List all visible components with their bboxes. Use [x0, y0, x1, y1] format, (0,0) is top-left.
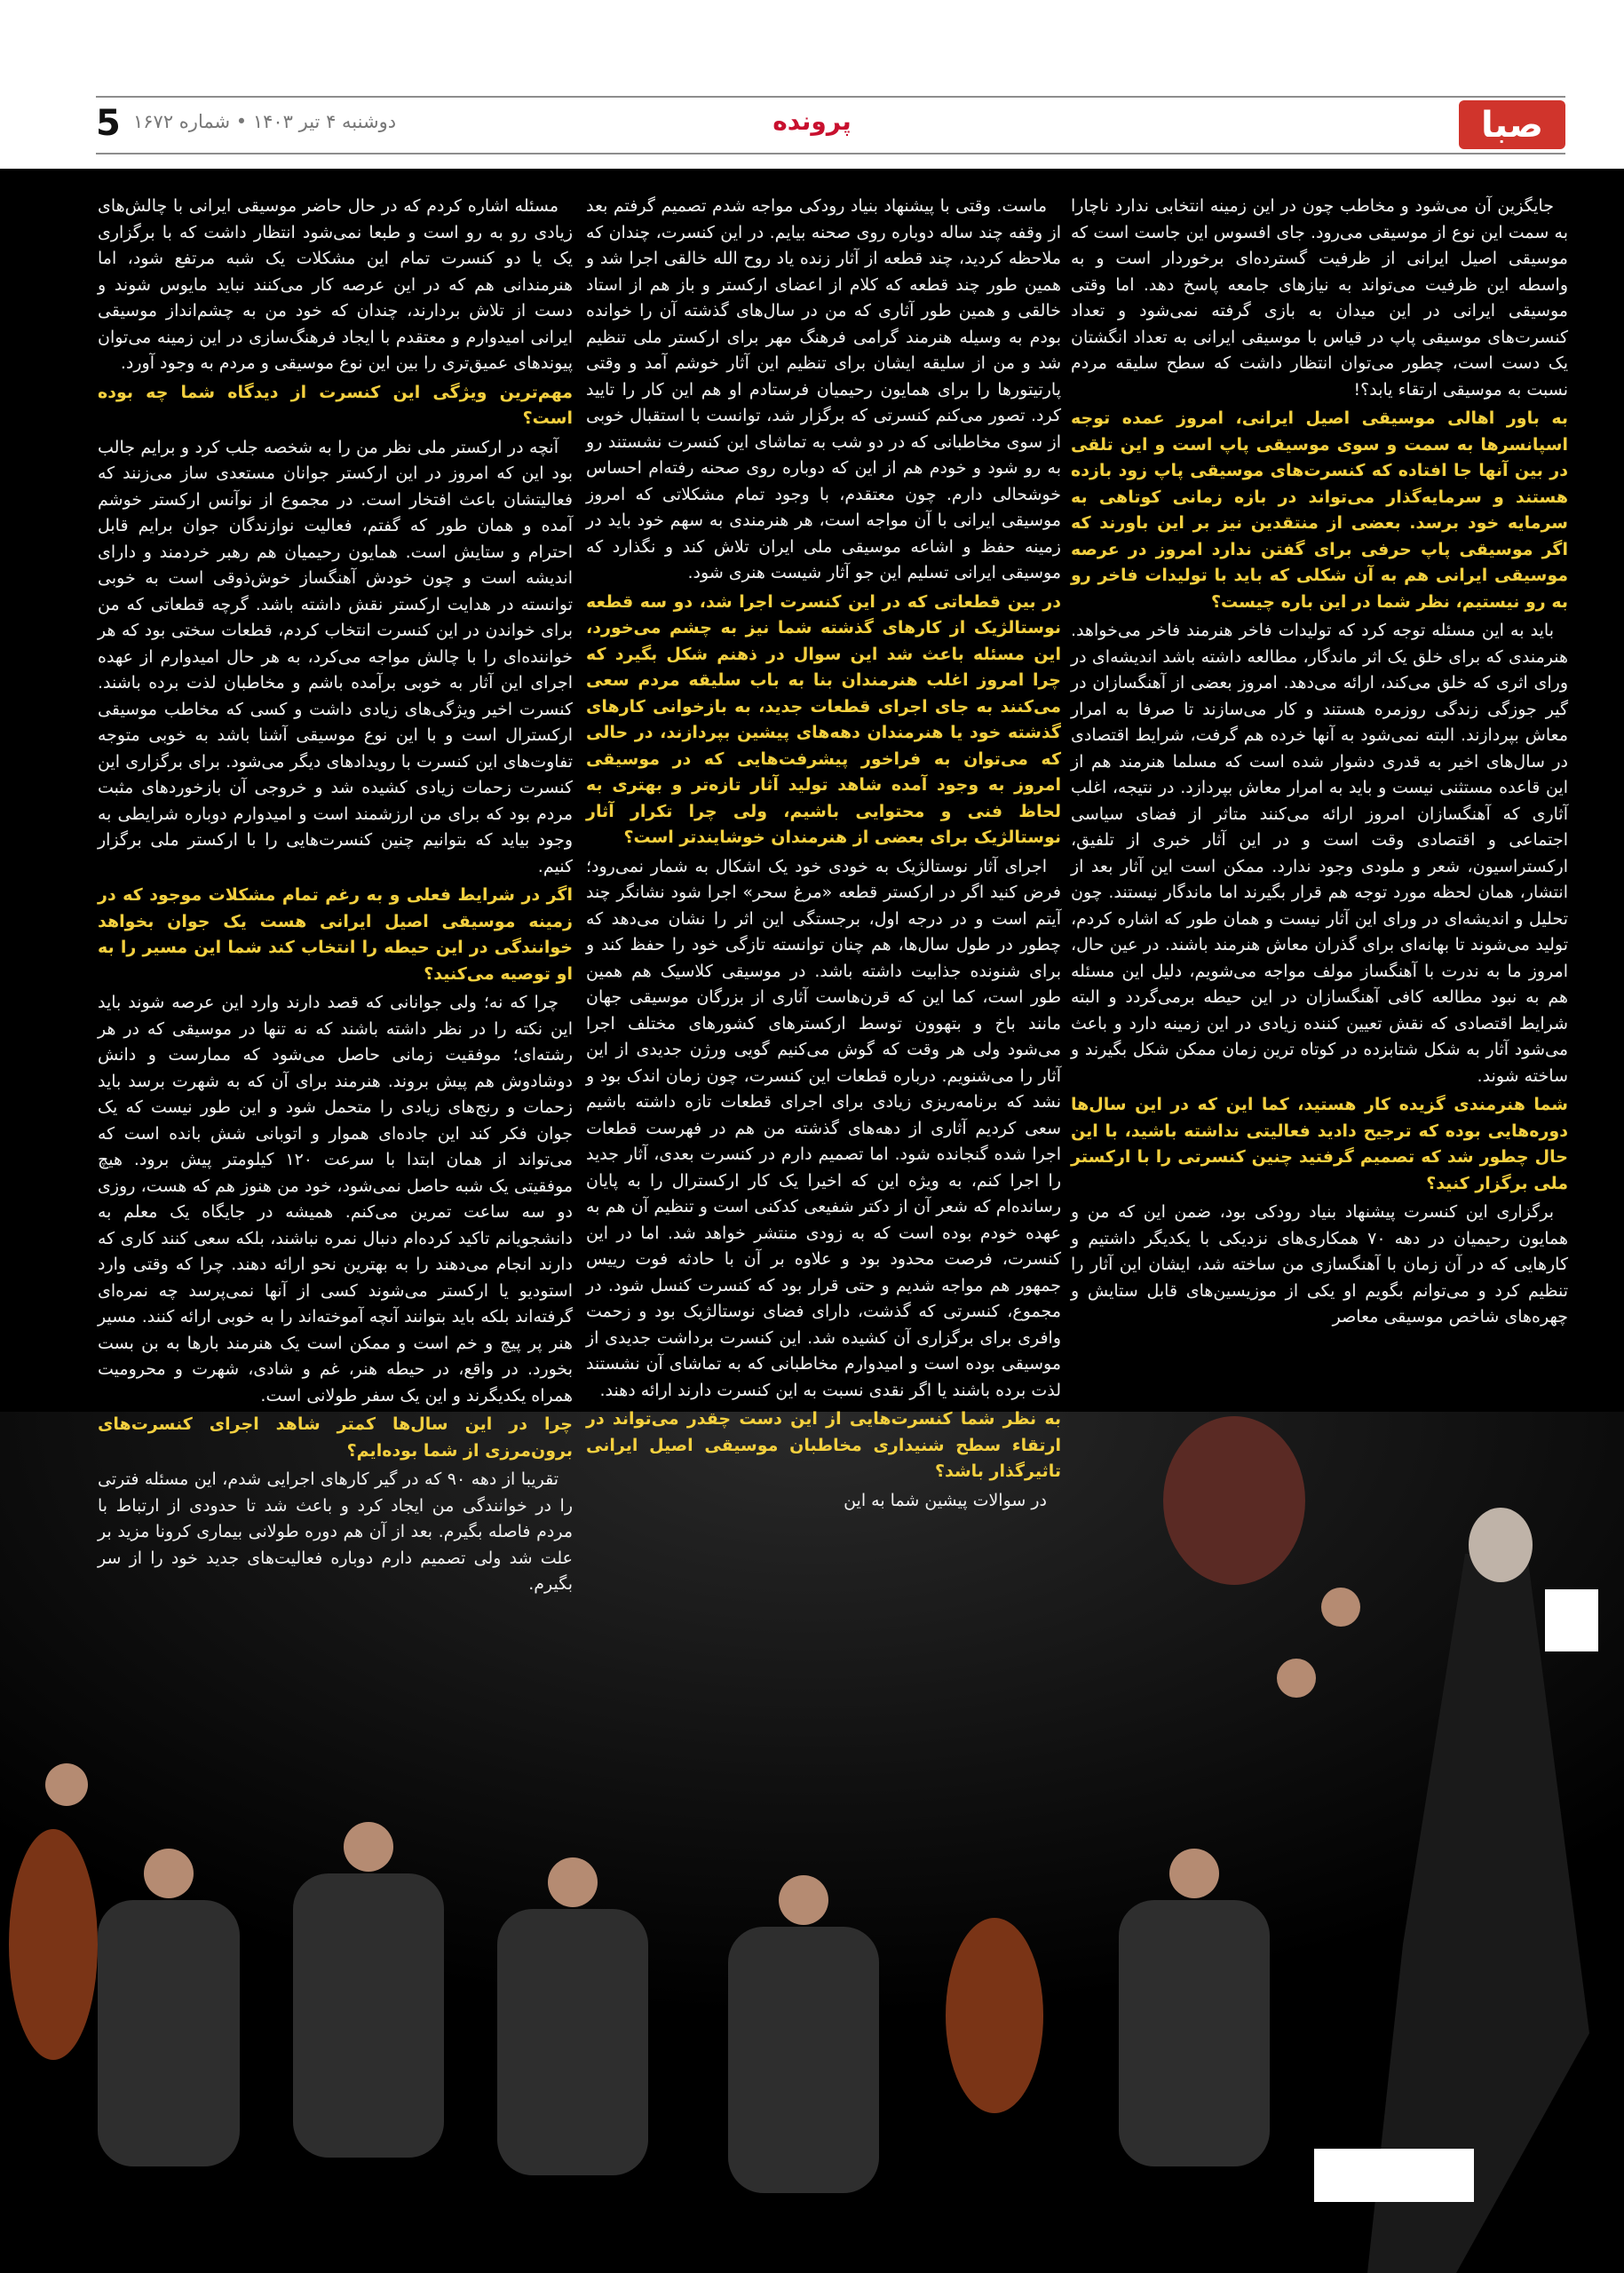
interview-question: به باور اهالی موسیقی اصیل ایرانی، امروز عمده توجه اسپانسرها به سمت و سوی موسیقی پاپ است و این تلقی در بین آنها جا افتاده که کنسرت‌های موسیقی پاپ زود بازده هستند و سرمایه‌گذار می‌تواند در بازه زمانی کوتاهی به سرمایه خود برسد. بعضی از منتقدین نیز بر این باورند که اگر موسیقی پاپ حرفی برای گفتن ندارد امروز در عرصه موسیقی ایرانی هم به آن شکلی که باید با تولیدات فاخر رو به رو نیستیم، نظر شما در این باره چیست؟: [1071, 408, 1568, 612]
interview-question: به نظر شما کنسرت‌هایی از این دست چقدر می‌تواند در ارتقاء سطح شنیداری مخاطبان موسیقی اصیل ایرانی تاثیرگذار باشد؟: [586, 1409, 1061, 1481]
conductor-head: [1469, 1508, 1533, 1582]
drum-shape: [1163, 1416, 1305, 1585]
page-number: 5: [96, 103, 121, 144]
article-column-2: [586, 194, 1061, 1517]
paragraph: جایگزین آن می‌شود و مخاطب چون در این زمینه انتخابی ندارد ناچارا به سمت این نوع از موسیقی می‌رود. جای افسوس این جاست است که موسیقی اصیل ایرانی از ظرفیت گسترده‌ای برخوردار است و به واسطه این ظرفیت می‌تواند به نیازهای جامعه پاسخ دهد. اما وقتی موسیقی ایرانی در این میدان به بازی گرفته نمی‌شود و تعداد کنسرت‌های موسیقی پاپ در قیاس با موسیقی ایرانی به تعداد انگشتان یک دست است، چطور می‌توان انتظار داشت که سطح سلیقه مردم نسبت به موسیقی ارتقاء یابد؟!: [1071, 196, 1568, 400]
paragraph: آنچه در ارکستر ملی نظر من را به شخصه جلب کرد و برایم جالب بود این که امروز در این ارکستر جوانان مستعدی ساز می‌زنند که فعالیتشان باعث افتخار است. در مجموع از نوآنس ارکستر خوشم آمده و همان طور که گفتم، فعالیت نوازندگان جوان برایم قابل احترام و ستایش است. همایون رحیمیان هم رهبر خردمند و دارای اندیشه است و چون خودش آهنگساز خوش‌ذوقی است به خوبی توانسته در هدایت ارکستر نقش داشته باشد. گرچه قطعاتی که من برای خواندن در این کنسرت انتخاب کردم، قطعات سختی بود که هر خواننده‌ای را با چالش مواجه می‌کرد، به هر حال امیدوارم از عهده اجرای این آثار به خوبی برآمده باشم و مخاطبان لذت برده باشند. کنسرت اخیر ویژگی‌های زیادی داشت و کسی که مخاطب موسیقی ارکسترال است و با این نوع موسیقی آشنا باشد به خوبی متوجه تفاوت‌های این کنسرت با رویدادهای دیگر می‌شود. برای برگزاری این کنسرت زحمات زیادی کشیده شد و خروجی آن بازخوردهای مثبت مردم بود که برای من ارزشمند است و امیدوارم دوباره شرایطی به وجود بیاید که بتوانیم چنین کنسرت‌هایی را با ارکستر ملی برگزار کنیم.: [98, 437, 573, 876]
section-title: پرونده: [772, 107, 852, 136]
paragraph: باید به این مسئله توجه کرد که تولیدات فاخر هنرمند فاخر می‌خواهد. هنرمندی که برای خلق یک اثر ماندگار، مطالعه داشته باشد اندیشه‌ای در ورای اثری که خلق می‌کند، ارائه می‌دهد. امروز بعضی از آهنگسازان در گیر جوزگی زندگی روزمره هستند و کار می‌سازند تا صرفا به امرار معاش بپردازند. البته نمی‌شود به آنها خرده هم گرفت، شرایط اقتصادی در سال‌های اخیر به قدری دشوار شده است که مسلما هنرمند هم از این قاعده مستثنی نیست و باید به امرار معاش بپردازد. در نتیجه، اغلب آثاری که آهنگسازان امروز ارائه می‌کنند متاثر از فضای سیاسی اجتماعی و اقتصادی وقت است و در این آثار خبری از تلفیق، ارکستراسیون، شعر و ملودی وجود ندارد. ممکن است این آثار بعد از انتشار، همان لحظه مورد توجه هم قرار بگیرند اما ماندگار نیستند. چون تحلیل و اندیشه‌ای در ورای این آثار نیست و همان طور که اشاره کردم، تولید می‌شوند تا بهانه‌ای برای گذران معاش هنرمند باشند. در عین حال، امروز ما به ندرت با آهنگساز مولف مواجه می‌شویم، دلیل این مسئله هم به نبود مطالعه کافی آهنگسازان در این حیطه برمی‌گردد و البته شرایط اقتصادی که نقش تعیین کننده زیادی در این زمینه دارد و باعث می‌شود آثار به شکل شتابزده در کوتاه ترین زمان ممکن شکل بگیرند و ساخته شوند.: [1071, 621, 1568, 1086]
paragraph: برگزاری این کنسرت پیشنهاد بنیاد رودکی بود، ضمن این که من و همایون رحیمیان در دهه ۷۰ همکاری‌های نزدیکی با یکدیگر داشتیم و کارهایی که در آن زمان با آهنگسازی من ساخته شد، ایشان این آثار را تنظیم کرد و می‌توانم بگویم او یکی از موزیسین‌های قابل ستایش و چهره‌های شاخص موسیقی معاصر: [1071, 1202, 1568, 1327]
interview-question: شما هنرمندی گزیده کار هستید، کما این که در این سال‌ها دوره‌هایی بوده که ترجیح دادید فعالیتی نداشته باشید، با این حال چطور شد که تصمیم گرفتید چنین کنسرتی را با ارکستر ملی برگزار کنید؟: [1071, 1095, 1568, 1193]
article-column-1: [1071, 194, 1568, 1334]
paragraph: مسئله اشاره کردم که در حال حاضر موسیقی ایرانی با چالش‌های زیادی رو به رو است و طبعا نمی‌شود انتظار داشت که با برگزاری یک یا دو کنسرت تمام این مشکلات یک شبه مرتفع شود، اما هنرمندانی هم که در این عرصه کار می‌کنند نباید مایوس شوند و دست از تلاش بردارند، چندان که خود من به چشم‌انداز موسیقی ایرانی امیدوارم و معتقدم با ایجاد فرهنگ‌سازی در این زمینه می‌توان پیوندهای عمیق‌تری را بین این نوع موسیقی و مردم به وجود آورد.: [98, 196, 573, 373]
paragraph: اجرای آثار نوستالژیک به خودی خود یک اشکال به شمار نمی‌رود؛ فرض کنید اگر در ارکستر قطعه «مرغ سحر» اجرا شود نشانگر چند آیتم است و در درجه اول، برجستگی این اثر را نشان می‌دهد که چطور در طول سال‌ها، هم چنان توانسته تازگی خود را حفظ کند و برای شنونده جذابیت داشته باشد. در موسیقی کلاسیک هم همین طور است، کما این که قرن‌هاست آثاری از بزرگان موسیقی جهان مانند باخ و بتهوون توسط ارکسترهای کشورهای مختلف اجرا می‌شود ولی هر وقت که گوش می‌کنیم گویی ورژن جدیدی از این آثار را می‌شنویم. درباره قطعات این کنسرت، چون زمان اندک بود و نشد که برنامه‌ریزی زیادی برای اجرای قطعات تازه داشته باشیم سعی کردیم آثاری از دهه‌های گذشته من هم در فهرست قطعات اجرا شده گنجانده شود. اما تصمیم دارم در کنسرت بعدی، آثار جدید را اجرا کنم، به ویژه این که اخیرا یک کار ارکسترال را به پایان رسانده‌ام که شعر آن از دکتر شفیعی کدکنی است و تنظیم آن هم به عهده خودم بوده است که به زودی منتشر خواهد شد. اما در این کنسرت، فرصت محدود بود و علاوه بر آن با حادثه فوت رییس جمهور هم مواجه شدیم و حتی قرار بود که کنسرت کنسل شود. در مجموع، کنسرتی که گذشت، دارای فضای نوستالژیک بود و زحمت وافری برای برگزاری آن کشیده شد. این کنسرت برداشت جدیدی از موسیقی بوده است و امیدوارم مخاطبانی که به تماشای آن نشستند لذت برده باشند یا اگر نقدی نسبت به این کنسرت دارند ارائه دهند.: [586, 856, 1061, 1400]
date-issue: دوشنبه ۴ تیر ۱۴۰۳ • شماره ۱۶۷۲: [133, 111, 397, 132]
interview-question: اگر در شرایط فعلی و به رغم تمام مشکلات موجود که در زمینه موسیقی اصیل ایرانی هست یک جوان بخواهد خوانندگی در این حیطه را انتخاب کند شما این مسیر را به او توصیه می‌کنید؟: [98, 885, 573, 984]
interview-question: مهم‌ترین ویژگی این کنسرت از دیدگاه شما چه بوده است؟: [98, 382, 573, 428]
header-rule-bottom: [96, 153, 1565, 154]
paragraph: ماست. وقتی با پیشنهاد بنیاد رودکی مواجه شدم تصمیم گرفتم بعد از وقفه چند ساله دوباره روی صحنه بیایم. در این کنسرت، چندان که ملاحظه کردید، چند قطعه از آثار زنده یاد روح الله خالقی اجرا شد و همین طور چند قطعه که کلام از اعضای ارکستر و باز هم از استاد خالقی و همین طور آثاری که من در سال‌های گذشته آن را خوانده بودم به وسیله هنرمند گرامی فرهنگ مهر برای ارکستر ملی تنظیم شد و من از سلیقه ایشان برای تنظیم این آثار خوشم آمد و وقتی پارتیتورها را برای همایون رحیمیان فرستادم او هم این کار را تایید کرد. تصور می‌کنم کنسرتی که برگزار شد، توانست با استقبال خوبی از سوی مخاطبانی که در دو شب به تماشای این کنسرت نشستند رو به رو شود و خودم هم از این که دوباره روی صحنه رفته‌ام احساس خوشحالی دارم. چون معتقدم، با وجود تمام مشکلاتی که امروز موسیقی ایرانی با آن مواجه است، هر هنرمندی به سهم خود باید در زمینه حفظ و اشاعه موسیقی ملی ایران تلاش کند و نگذارد که موسیقی ایرانی تسلیم این جو آثار شیست هنری شود.: [586, 196, 1061, 582]
paragraph: تقریبا از دهه ۹۰ که در گیر کارهای اجرایی شدم، این مسئله فترتی را در خوانندگی من ایجاد کرد و باعث شد تا حدودی از ارتباط با مردم فاصله بگیرم. بعد از آن هم دوره طولانی بیماری کرونا مزید بر علت شد ولی تصمیم دارم دوباره فعالیت‌های جدید خود را از سر بگیرم.: [98, 1469, 573, 1594]
page-header: [0, 0, 1624, 169]
paragraph: چرا که نه؛ ولی جوانانی که قصد دارند وارد این عرصه شوند باید این نکته را در نظر داشته باشند که نه تنها در موسیقی که در هر رشته‌ای؛ موفقیت زمانی حاصل می‌شود که ممارست و دانش دوشادوش هم پیش بروند. هنرمند برای آن که به شهرت برسد باید زحمات و رنج‌های زیادی را متحمل شود و این طور نیست که یک جوان فکر کند این جاده‌ای هموار و اتوبانی شش بانده است که می‌تواند از همان ابتدا با سرعت ۱۲۰ کیلومتر پیش برود. هیچ موفقیتی یک شبه حاصل نمی‌شود، خود من هنوز هم که هست، روزی دو سه ساعت تمرین می‌کنم. همیشه در جایگاه یک معلم به دانشجویانم تاکید کرده‌ام دنبال نمره نباشند، بلکه سعی کنند کاری که دارند انجام می‌دهند را به بهترین نحو ارائه دهند. چرا که وقتی وارد استودیو یا ارکستر می‌شوند کسی از آنها نمی‌پرسد چه نمره‌ای گرفته‌اند بلکه باید بتوانند آنچه آموخته‌اند را به خوبی ارائه کنند. مسیر هنر پر پیچ و خم است و ممکن است یک هنرمند بارها به بن بست بخورد. در واقع، در حیطه هنر، غم و شادی، شهرت و محرومیت همراه یکدیگرند و این یک سفر طولانی است.: [98, 993, 573, 1406]
newspaper-logo: صبا: [1459, 100, 1565, 149]
interview-question: چرا در این سال‌ها کمتر شاهد اجرای کنسرت‌های برون‌مرزی از شما بوده‌ایم؟: [98, 1414, 573, 1461]
article-column-3: [98, 194, 573, 1601]
paragraph: در سوالات پیشین شما به این: [844, 1490, 1047, 1510]
podium-shape: [1314, 2149, 1474, 2202]
header-rule-top: [96, 96, 1565, 98]
music-stand-shape: [1545, 1589, 1598, 1651]
interview-question: در بین قطعاتی که در این کنسرت اجرا شد، دو سه قطعه نوستالژیک از کارهای گذشته شما نیز به چشم می‌خورد، این مسئله باعث شد این سوال در ذهنم شکل بگیرد که چرا امروز اغلب هنرمندان بنا به باب سلیقه مردم سعی می‌کنند به جای اجرای قطعات جدید، به بازخوانی کارهای گذشته خود یا هنرمندان دهه‌های پیشین بپردازند، در حالی که می‌توان به فراخور پیشرفت‌هایی که در موسیقی امروز به وجود آمده شاهد تولید آثار تازه‌تر و بهتری به لحاظ فنی و محتوایی باشیم، ولی چرا تکرار آثار نوستالژیک برای بعضی از هنرمندان خوشایندتر است؟: [586, 591, 1061, 847]
